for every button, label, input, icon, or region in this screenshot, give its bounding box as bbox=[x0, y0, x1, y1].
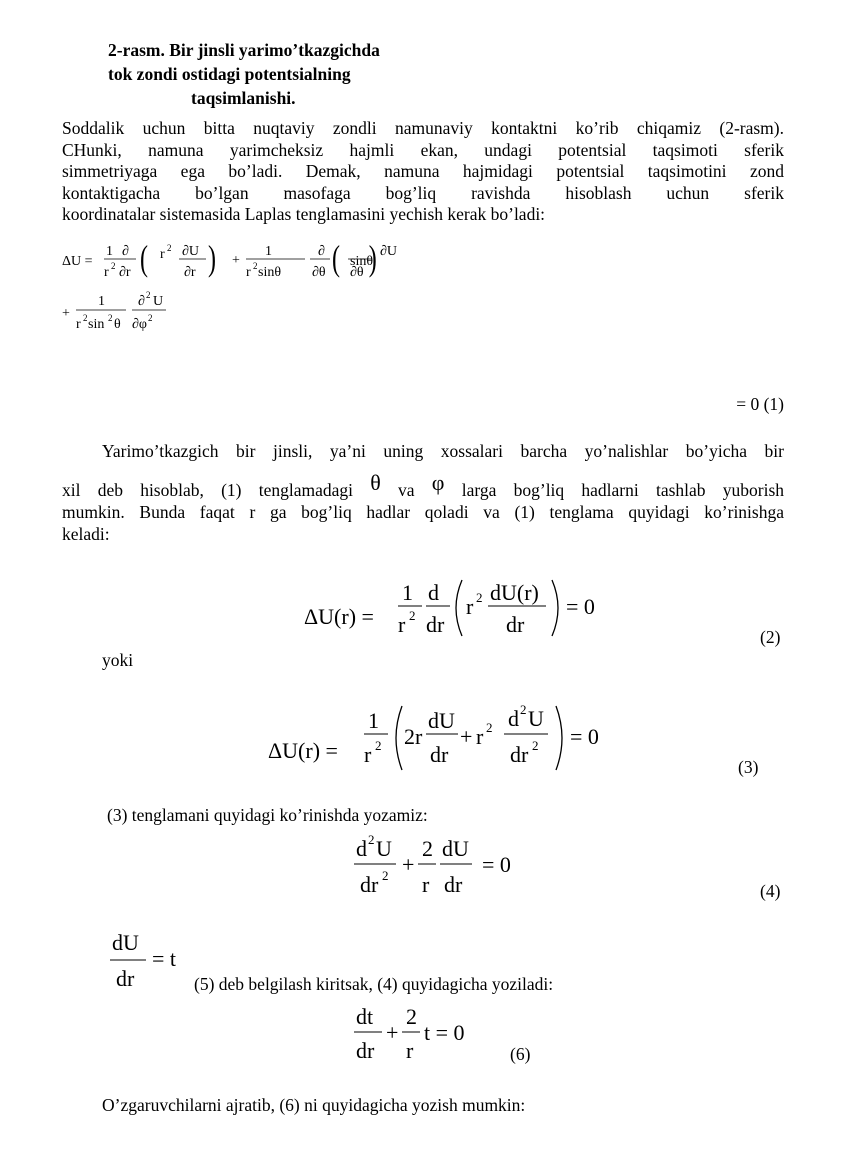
svg-text:dr: dr bbox=[360, 872, 379, 897]
svg-text:(: ( bbox=[140, 238, 148, 279]
svg-text:2: 2 bbox=[382, 868, 389, 883]
svg-text:dU: dU bbox=[442, 836, 469, 861]
text-fragment: va bbox=[398, 480, 415, 500]
svg-text:+: + bbox=[402, 852, 415, 877]
svg-text:dr: dr bbox=[430, 742, 449, 767]
text-line: keladi: bbox=[62, 524, 110, 544]
svg-text:2r: 2r bbox=[404, 724, 423, 749]
svg-text:1: 1 bbox=[368, 708, 379, 733]
svg-text:2: 2 bbox=[83, 313, 88, 323]
svg-text:dr: dr bbox=[506, 612, 525, 637]
caption-line-3: taqsimlanishi. bbox=[191, 88, 296, 108]
svg-text:ΔU(r) =: ΔU(r) = bbox=[304, 604, 374, 629]
text-line: koordinatalar sistemasida Laplas tenglamasini yechish kerak bo’ladi: bbox=[62, 204, 546, 224]
svg-text:sin: sin bbox=[88, 317, 105, 332]
svg-text:∂: ∂ bbox=[138, 294, 145, 309]
svg-text:∂φ: ∂φ bbox=[132, 317, 147, 332]
paragraph-substitution: (5) deb belgilash kiritsak, (4) quyidagicha yoziladi: bbox=[194, 974, 554, 994]
svg-text:r: r bbox=[160, 247, 165, 262]
svg-text:∂: ∂ bbox=[122, 244, 129, 259]
text-fragment: xil deb hisoblab, (1) tenglamadagi bbox=[62, 480, 354, 500]
svg-text:d: d bbox=[356, 836, 367, 861]
svg-text:∂θ: ∂θ bbox=[312, 265, 326, 280]
equation-6 bbox=[352, 1000, 492, 1066]
svg-text:2: 2 bbox=[476, 590, 483, 605]
svg-text:U: U bbox=[153, 294, 164, 309]
text-line: mumkin. Bunda faqat r ga bog’liq hadlar qoladi va (1) tenglama quyidagi ko’rinishga bbox=[62, 502, 784, 522]
svg-text:dr: dr bbox=[356, 1038, 375, 1063]
figure-caption bbox=[108, 38, 380, 110]
svg-text:dt: dt bbox=[356, 1004, 374, 1029]
svg-text:ΔU =: ΔU = bbox=[62, 254, 93, 269]
svg-text:= 0: = 0 bbox=[570, 724, 599, 749]
svg-text:r: r bbox=[406, 1038, 414, 1063]
svg-text:= 0: = 0 bbox=[566, 594, 595, 619]
text-line: CHunki, namuna yarimcheksiz hajmli ekan, undagi potentsial taqsimoti sferik bbox=[62, 139, 784, 160]
text-line-with-symbols bbox=[62, 472, 784, 501]
equation-4 bbox=[352, 830, 532, 900]
text-line: kontaktigacha bo’lgan masofaga bog’liq ravishda hisoblash uchun sferik bbox=[62, 182, 784, 203]
equation-1-second-term bbox=[60, 286, 190, 346]
svg-text:(: ( bbox=[332, 238, 340, 279]
svg-text:U: U bbox=[528, 706, 544, 731]
svg-text:2: 2 bbox=[406, 1004, 417, 1029]
svg-text:r: r bbox=[422, 872, 430, 897]
word-yoki: yoki bbox=[102, 650, 134, 670]
svg-text:∂U: ∂U bbox=[380, 244, 398, 259]
equation-1-number: = 0 (1) bbox=[736, 394, 784, 414]
svg-text:2: 2 bbox=[486, 720, 493, 735]
svg-text:sinθ: sinθ bbox=[258, 265, 282, 280]
svg-text:2: 2 bbox=[520, 702, 527, 717]
svg-text:1: 1 bbox=[98, 294, 105, 309]
svg-text:r: r bbox=[76, 317, 81, 332]
svg-text:d: d bbox=[508, 706, 519, 731]
svg-text:1: 1 bbox=[402, 580, 413, 605]
svg-text:∂: ∂ bbox=[318, 244, 325, 259]
svg-text:t = 0: t = 0 bbox=[424, 1020, 465, 1045]
svg-text:1: 1 bbox=[265, 244, 272, 259]
equation-3-number: (3) bbox=[738, 757, 759, 777]
svg-text:2: 2 bbox=[253, 261, 258, 271]
svg-text:2: 2 bbox=[375, 738, 382, 753]
caption-line-2: tok zondi ostidagi potentsialning bbox=[108, 64, 351, 84]
svg-text:dr: dr bbox=[116, 966, 135, 991]
svg-text:dU: dU bbox=[428, 708, 455, 733]
svg-text:+: + bbox=[232, 253, 240, 268]
paragraph-separation: O’zgaruvchilarni ajratib, (6) ni quyidagicha yozish mumkin: bbox=[102, 1095, 526, 1115]
phi-symbol: φ bbox=[431, 470, 445, 495]
svg-text:+: + bbox=[386, 1020, 399, 1045]
svg-text:∂θ: ∂θ bbox=[350, 265, 364, 280]
svg-text:= t: = t bbox=[152, 946, 177, 971]
equation-6-number: (6) bbox=[510, 1044, 531, 1064]
svg-text:dU(r): dU(r) bbox=[490, 580, 539, 605]
svg-text:): ) bbox=[208, 238, 216, 279]
svg-text:+: + bbox=[62, 306, 70, 321]
svg-text:sinθ: sinθ bbox=[350, 254, 374, 269]
svg-text:+: + bbox=[460, 724, 473, 749]
svg-text:∂r: ∂r bbox=[184, 265, 196, 280]
svg-text:ΔU(r) =: ΔU(r) = bbox=[268, 738, 338, 763]
paragraph-intro bbox=[62, 118, 784, 226]
text-fragment: larga bog’liq hadlarni tashlab yuborish bbox=[461, 480, 785, 500]
svg-text:θ: θ bbox=[114, 317, 121, 332]
svg-text:∂r: ∂r bbox=[119, 265, 131, 280]
svg-text:r: r bbox=[364, 742, 372, 767]
equation-3 bbox=[264, 700, 624, 780]
svg-text:r: r bbox=[398, 612, 406, 637]
svg-text:2: 2 bbox=[532, 738, 539, 753]
svg-text:d: d bbox=[428, 580, 439, 605]
svg-text:U: U bbox=[376, 836, 392, 861]
text-line: Soddalik uchun bitta nuqtaviy zondli namunaviy kontaktni ko’rib chiqamiz (2-rasm). bbox=[62, 118, 784, 138]
caption-line-1: 2-rasm. Bir jinsli yarimo’tkazgichda bbox=[108, 40, 380, 60]
svg-text:2: 2 bbox=[409, 608, 416, 623]
equation-1-laplace-end bbox=[348, 234, 388, 294]
svg-text:= 0: = 0 bbox=[482, 852, 511, 877]
svg-text:r: r bbox=[246, 265, 251, 280]
svg-text:r: r bbox=[476, 724, 484, 749]
svg-text:2: 2 bbox=[368, 832, 375, 847]
paragraph-rewrite: (3) tenglamani quyidagi ko’rinishda yozamiz: bbox=[107, 805, 428, 825]
svg-text:2: 2 bbox=[146, 290, 151, 300]
svg-text:2: 2 bbox=[108, 313, 113, 323]
paragraph-homogeneous bbox=[62, 440, 784, 545]
text-line: Yarimo’tkazgich bir jinsli, ya’ni uning xossalari barcha yo’nalishlar bo’yicha bir bbox=[102, 441, 784, 461]
text-line: simmetriyaga ega bo’ladi. Demak, namuna hajmidagi potentsial taqsimotini zond bbox=[62, 161, 784, 181]
svg-text:2: 2 bbox=[167, 243, 172, 253]
svg-text:2: 2 bbox=[422, 836, 433, 861]
equation-2-number: (2) bbox=[760, 627, 781, 647]
svg-text:r: r bbox=[466, 594, 474, 619]
svg-text:∂U: ∂U bbox=[182, 244, 200, 259]
svg-text:2: 2 bbox=[148, 313, 153, 323]
equation-2 bbox=[300, 570, 620, 650]
svg-text:1: 1 bbox=[106, 244, 113, 259]
svg-text:2: 2 bbox=[111, 261, 116, 271]
svg-text:r: r bbox=[104, 265, 109, 280]
svg-text:): ) bbox=[368, 238, 377, 279]
svg-text:dr: dr bbox=[426, 612, 445, 637]
equation-5 bbox=[108, 928, 198, 994]
equation-4-number: (4) bbox=[760, 881, 781, 901]
theta-symbol: θ bbox=[370, 470, 381, 495]
svg-text:dr: dr bbox=[444, 872, 463, 897]
svg-text:dr: dr bbox=[510, 742, 529, 767]
svg-text:dU: dU bbox=[112, 930, 139, 955]
